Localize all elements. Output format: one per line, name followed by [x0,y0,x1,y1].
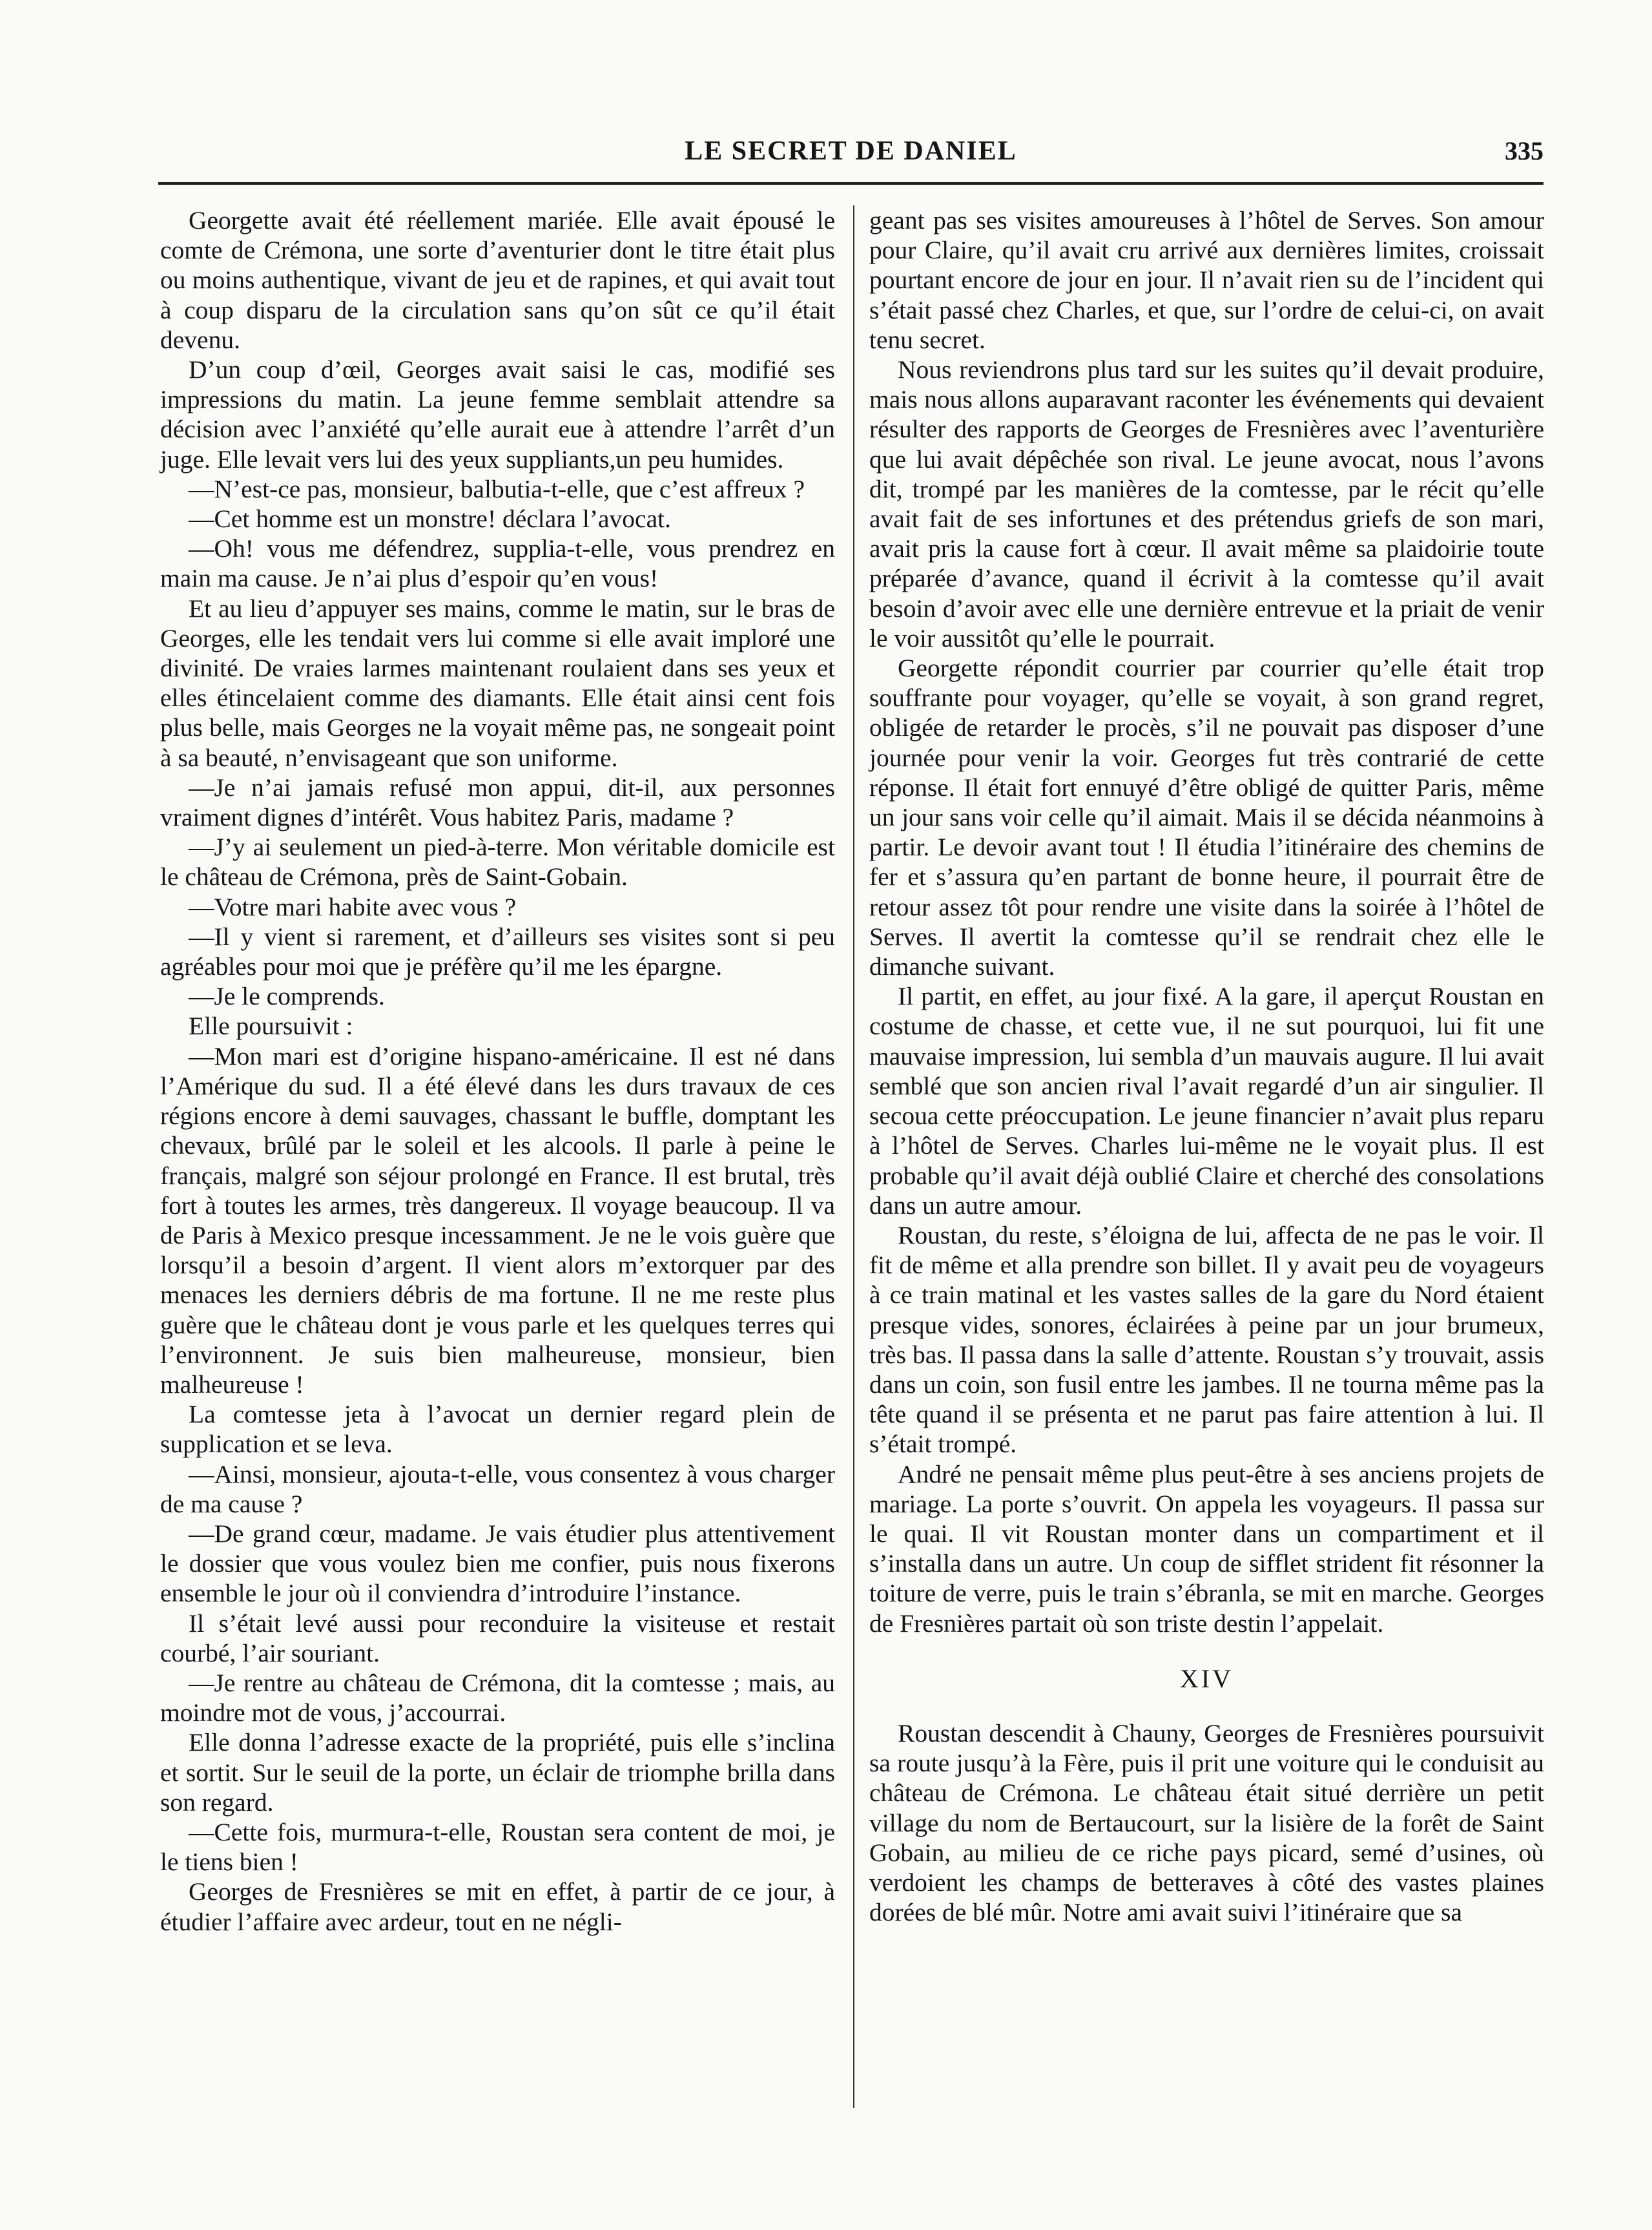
paragraph: Il partit, en effet, au jour fixé. A la gare, il aperçut Roustan en costume de chasse, et cette vue, il ne sut pourquoi, lui fit une mauvaise impression, lui sembla d’un mauvais augure. Il lui avait semblé que son ancien rival l’avait regardé d’un air singulier. Il secoua cette préoccupation. Le jeune financier n’avait plus reparu à l’hôtel de Serves. Charles lui-même ne le voyait plus. Il est probable qu’il avait déjà oublié Claire et cherché des consolations dans un autre amour. [869,982,1544,1220]
paragraph: —N’est-ce pas, monsieur, balbutia-t-elle, que c’est affreux ? [189,474,805,503]
paragraph: —Il y vient si rarement, et d’ailleurs ses visites sont si peu agréables pour moi que je préfère qu’il me les épargne. [160,922,835,981]
paragraph: —Cet homme est un monstre! déclara l’avocat. [189,505,671,534]
paragraph: —Oh! vous me défendrez, supplia-t-elle, vous prendrez en main ma cause. Je n’ai plus d’espoir qu’en vous! [160,534,835,593]
paragraph: Georgette répondit courrier par courrier qu’elle était trop souffrante pour voyager, qu’elle se voyait, à son grand regret, obligée de retarder le procès, s’il ne pouvait pas disposer d’une journée pour venir la voir. Georges fut très contrarié de cette réponse. Il était fort ennuyé d’être obligé de quitter Paris, même un jour sans voir celle qu’il aimait. Mais il se décida néanmoins à partir. Le devoir avant tout ! Il étudia l’itinéraire des chemins de fer et s’assura qu’en partant de bonne heure, il pourrait être de retour assez tôt pour rendre une visite dans la soirée à l’hôtel de Serves. Il avertit la comtesse qu’il se rendrait chez elle le dimanche suivant. [869,654,1544,981]
header-rule [158,182,1544,185]
paragraph: —Je rentre au château de Crémona, dit la comtesse ; mais, au moindre mot de vous, j’accourrai. [160,1668,835,1727]
paragraph: Georges de Fresnières se mit en effet, à partir de ce jour, à étudier l’affaire avec ardeur, tout en ne négli- [160,1877,835,1936]
paragraph: —De grand cœur, madame. Je vais étudier plus attentivement le dossier que vous voulez bien me confier, puis nous fixerons ensemble le jour où il conviendra d’introduire l’instance. [160,1519,835,1608]
continued-paragraph: geant pas ses visites amoureuses à l’hôtel de Serves. Son amour pour Claire, qu’il avait cru arrivé aux dernières limites, croissait pourtant encore de jour en jour. Il n’avait rien su de l’incident qui s’était passé chez Charles, et que, sur l’ordre de celui-ci, on avait tenu secret. [869,206,1544,354]
left-column [160,205,835,1937]
page-header [158,136,1544,181]
paragraph: —Je le comprends. [189,982,385,1011]
paragraph: Et au lieu d’appuyer ses mains, comme le matin, sur le bras de Georges, elle les tendait vers lui comme si elle avait imploré une divinité. De vraies larmes maintenant roulaient dans ses yeux et elles étincelaient comme des diamants. Elle était ainsi cent fois plus belle, mais Georges ne la voyait même pas, ne songeait point à sa beauté, n’envisageant que son uniforme. [160,594,835,772]
paragraph: D’un coup d’œil, Georges avait saisi le cas, modifié ses impressions du matin. La jeune femme semblait attendre sa décision avec l’anxiété qu’elle aurait eue à attendre l’arrêt d’un juge. Elle levait vers lui des yeux suppliants,un peu humides. [160,355,835,474]
paragraph: —Cette fois, murmura-t-elle, Roustan sera content de moi, je le tiens bien ! [160,1817,835,1877]
paragraph: Il s’était levé aussi pour reconduire la visiteuse et restait courbé, l’air souriant. [160,1609,835,1667]
paragraph: Roustan, du reste, s’éloigna de lui, affecta de ne pas le voir. Il fit de même et alla prendre son billet. Il y avait peu de voyageurs à ce train matinal et les vastes salles de la gare du Nord étaient presque vides, sonores, éclairées à peine par un jour brumeux, très bas. Il passa dans la salle d’attente. Roustan s’y trouvait, assis dans un coin, son fusil entre les jambes. Il ne tourna même pas la tête quand il se présenta et ne parut pas faire attention à lui. Il s’était trompé. [869,1220,1544,1459]
paragraph: —Votre mari habite avec vous ? [189,892,517,921]
right-column [869,205,1544,1927]
running-title: LE SECRET DE DANIEL [685,136,1017,166]
paragraph: Georgette avait été réellement mariée. Elle avait épousé le comte de Crémona, une sorte d’aventurier dont le titre était plus ou moins authentique, vivant de jeu et de rapines, et qui avait tout à coup disparu de la circulation sans qu’on sût ce qu’il était devenu. [160,206,835,354]
paragraph: —J’y ai seulement un pied-à-terre. Mon véritable domicile est le château de Crémona, près de Saint-Gobain. [160,833,835,891]
paragraph: André ne pensait même plus peut-être à ses anciens projets de mariage. La porte s’ouvrit. On appela les voyageurs. Il passa sur le quai. Il vit Roustan monter dans un compartiment et il s’installa dans un autre. Un coup de sifflet strident fit résonner la toiture de verre, puis le train s’ébranla, se mit en marche. Georges de Fresnières partait où son triste destin l’appelait. [869,1459,1544,1638]
chapter-heading: XIV [1179,1663,1234,1693]
page-number: 335 [1505,136,1544,165]
paragraph: —Mon mari est d’origine hispano-américaine. Il est né dans l’Amérique du sud. Il a été élevé dans les durs travaux de ces régions encore à demi sauvages, chassant le buffle, domptant les chevaux, brûlé par le soleil et les alcools. Il parle à peine le français, malgré son séjour prolongé en France. Il est brutal, très fort à toutes les armes, très dangereux. Il voyage beaucoup. Il va de Paris à Mexico presque incessamment. Je ne le vois guère que lorsqu’il a besoin d’argent. Il vient alors m’extorquer par des menaces les derniers débris de ma fortune. Il ne me reste plus guère que le château dont je vous parle et les quelques terres qui l’environnent. Je suis bien malheureuse, monsieur, bien malheureuse ! [160,1041,835,1399]
paragraph: Elle donna l’adresse exacte de la propriété, puis elle s’inclina et sortit. Sur le seuil de la porte, un éclair de triomphe brilla dans son regard. [160,1728,835,1817]
paragraph: —Je n’ai jamais refusé mon appui, dit-il, aux personnes vraiment dignes d’intérêt. Vous habitez Paris, madame ? [160,773,835,832]
paragraph: Nous reviendrons plus tard sur les suites qu’il devait produire, mais nous allons auparavant raconter les événements qui devaient résulter des rapports de Georges de Fresnières avec l’aventurière que lui avait dépêchée son rival. Le jeune avocat, nous l’avons dit, trompé par les manières de la comtesse, par le récit qu’elle avait fait de ses infortunes et des prétendus griefs de son mari, avait pris la cause fort à cœur. Il avait même sa plaidoirie toute préparée d’avance, quand il écrivit à la comtesse qu’il avait besoin d’avoir avec elle une dernière entrevue et la priait de venir le voir aussitôt qu’elle le pourrait. [869,355,1544,652]
paragraph: La comtesse jeta à l’avocat un dernier regard plein de supplication et se leva. [160,1400,835,1459]
paragraph: —Ainsi, monsieur, ajouta-t-elle, vous consentez à vous charger de ma cause ? [160,1459,835,1518]
column-divider [853,205,854,2108]
paragraph: Elle poursuivit : [189,1012,353,1041]
paragraph: Roustan descendit à Chauny, Georges de Fresnières poursuivit sa route jusqu’à la Fère, puis il prit une voiture qui le conduisit au château de Crémona. Le château était situé derrière un petit village du nom de Bertaucourt, sur la lisière de la forêt de Saint Gobain, au milieu de ce riche pays picard, semé d’usines, où verdoient les champs de betteraves à côté des vastes plaines dorées de blé mûr. Notre ami avait suivi l’itinéraire que sa [869,1718,1544,1927]
